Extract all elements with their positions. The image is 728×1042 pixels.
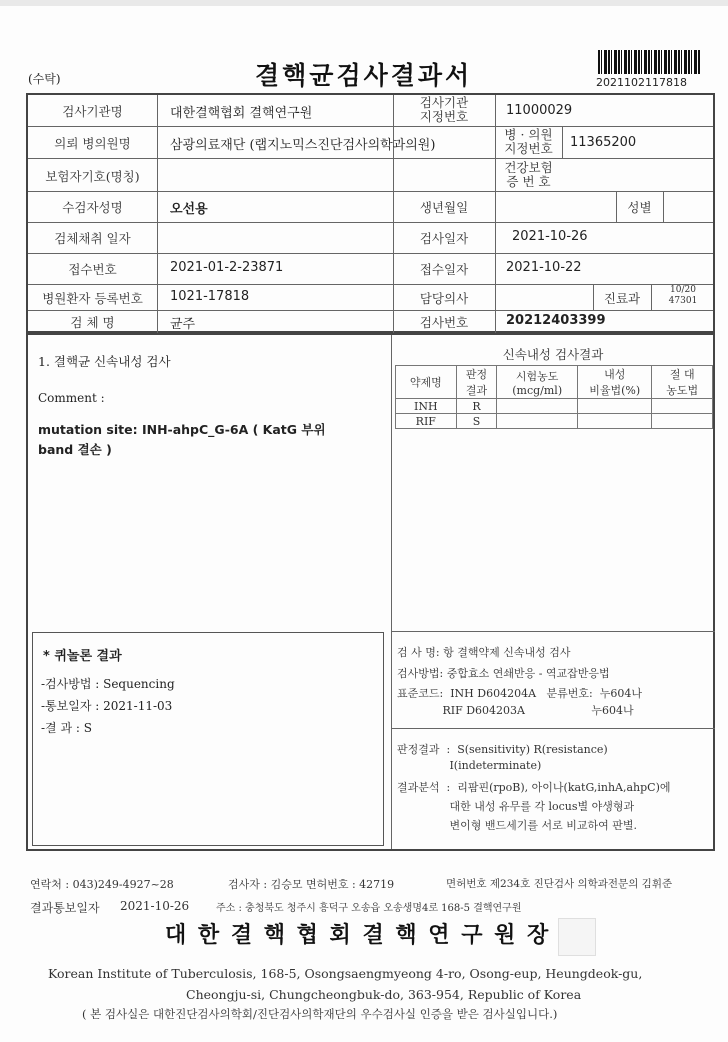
dept-label: 진료과: [603, 291, 641, 306]
method-line-4: RIF D604203A 누604나: [397, 704, 634, 717]
document-title: 결핵균검사결과서: [255, 61, 473, 90]
address-en-1: Korean Institute of Tuberculosis, 168-5, Osongsaengmyeong 4-ro, Osong-eup, Heungdeok-gu,: [48, 966, 643, 981]
quinolone-date: -통보일자 : 2021-11-03: [41, 699, 173, 713]
doctor-label: 담당의사: [419, 291, 469, 306]
method-line-2: 검사방법: 중합효소 연쇄반응 - 역교잡반응법: [397, 667, 610, 680]
official-seal: [558, 918, 596, 956]
drug-cell: RIF: [396, 414, 457, 429]
examiner: 검사자 : 김승모 면허번호 : 42719: [228, 878, 395, 891]
specimen-label: 검 체 명: [70, 315, 115, 330]
receipt-date-label: 접수일자: [419, 262, 469, 277]
test-no-label: 검사번호: [419, 315, 469, 330]
receipt-no-value: 2021-01-2-23871: [170, 260, 284, 275]
col-judge: 판정 결과: [456, 366, 497, 399]
contact: 연락처 : 043)249-4927~28: [30, 878, 174, 891]
table-row: [396, 399, 713, 414]
specialist: 면허번호 제234호 진단검사 의학과전문의 김휘준: [446, 878, 673, 890]
lab-no-label: 검사기관 지정번호: [419, 95, 469, 124]
dst-item-title: 1. 결핵균 신속내성 검사: [38, 354, 171, 369]
quinolone-result: -결 과 : S: [41, 721, 92, 735]
lab-label: 검사기관명: [62, 104, 123, 119]
test-date-value: 2021-10-26: [512, 229, 588, 244]
analysis-line-3: 변이형 밴드세기를 서로 비교하여 판별.: [397, 819, 637, 832]
lab-no-value: 11000029: [506, 103, 573, 118]
judge-line-1: 판정결과 : S(sensitivity) R(resistance): [397, 743, 608, 756]
result-cell: R: [456, 399, 497, 414]
insurance-no-label: 건강보험 증 번 호: [504, 160, 553, 189]
receipt-no-label: 접수번호: [68, 262, 117, 277]
comment-line-2: band 결손 ): [38, 442, 112, 457]
col-concentration: 시험농도 (mcg/ml): [497, 366, 578, 399]
col-drug: 약제명: [396, 366, 457, 399]
quinolone-box: [32, 632, 384, 846]
col-ratio: 내성 비율법(%): [578, 366, 652, 399]
result-section: [26, 333, 715, 851]
sex-label: 성별: [627, 200, 652, 215]
scan-top-strip: [0, 0, 728, 6]
quinolone-method: -검사방법 : Sequencing: [41, 677, 175, 691]
judge-line-2: I(indeterminate): [397, 759, 542, 772]
barcode-number: 2021102117818: [596, 76, 687, 89]
comment-label: Comment :: [38, 391, 105, 405]
method-line-1: 검 사 명: 항 결핵약제 신속내성 검사: [397, 646, 571, 659]
requester-label: 의뢰 병의원명: [54, 136, 131, 151]
institute-name: 대 한 결 핵 협 회 결 핵 연 구 원 장: [165, 922, 551, 948]
test-date-label: 검사일자: [419, 231, 469, 246]
copy-label: (수탁): [28, 72, 61, 86]
drug-cell: INH: [396, 399, 457, 414]
collect-date-label: 검체채취 일자: [54, 231, 131, 246]
dst-result-table: [395, 365, 713, 429]
patient-value: 오선용: [170, 202, 208, 217]
address-ko: 주소 : 충청북도 청주시 흥덕구 오송읍 오송생명4로 168-5 결핵연구원: [216, 903, 522, 914]
dob-label: 생년월일: [419, 200, 469, 215]
report-date-value: 2021-10-26: [120, 899, 190, 913]
result-cell: S: [456, 414, 497, 429]
lab-value: 대한결핵협회 결핵연구원: [170, 106, 313, 121]
dst-table-title: 신속내성 검사결과: [502, 347, 604, 362]
comment-line-1: mutation site: INH-ahpC_G-6A ( KatG 부위: [38, 422, 326, 437]
specimen-value: 균주: [170, 317, 196, 332]
hospital-reg-value: 1021-17818: [170, 289, 250, 304]
insured-label: 보험자기호(명칭): [45, 169, 140, 184]
analysis-line-2: 대한 내성 유무를 각 locus별 야생형과: [397, 800, 635, 813]
analysis-line-1: 결과분석 : 리팜핀(rpoB), 아이나(katG,inhA,ahpC)에: [397, 781, 671, 794]
method-line-3: 표준코드: INH D604204A 분류번호: 누604나: [397, 687, 642, 700]
address-en-2: Cheongju-si, Chungcheongbuk-do, 363-954, Republic of Korea: [186, 987, 582, 1002]
dept-code: 10/20 47301: [668, 285, 698, 306]
certification-note: ( 본 검사실은 대한진단검사의학회/진단검사의학재단의 우수검사실 인증을 받은 검사실입니다.): [82, 1007, 558, 1021]
hospital-reg-label: 병원환자 등록번호: [42, 291, 143, 306]
barcode: [598, 50, 700, 74]
table-row: [396, 414, 713, 429]
info-grid: [26, 93, 715, 333]
test-no-value: 20212403399: [506, 313, 606, 328]
requester-value: 삼광의료재단 (랩지노믹스진단검사의학과의원): [170, 138, 436, 153]
quinolone-title: * 퀴놀론 결과: [43, 649, 122, 664]
clinic-no-value: 11365200: [570, 135, 637, 150]
receipt-date-value: 2021-10-22: [506, 260, 582, 275]
col-absolute: 절 대 농도법: [652, 366, 713, 399]
report-date-label: 결과통보일자: [30, 901, 100, 915]
clinic-no-label: 병 · 의원 지정번호: [504, 127, 553, 156]
patient-label: 수검자성명: [62, 200, 123, 215]
